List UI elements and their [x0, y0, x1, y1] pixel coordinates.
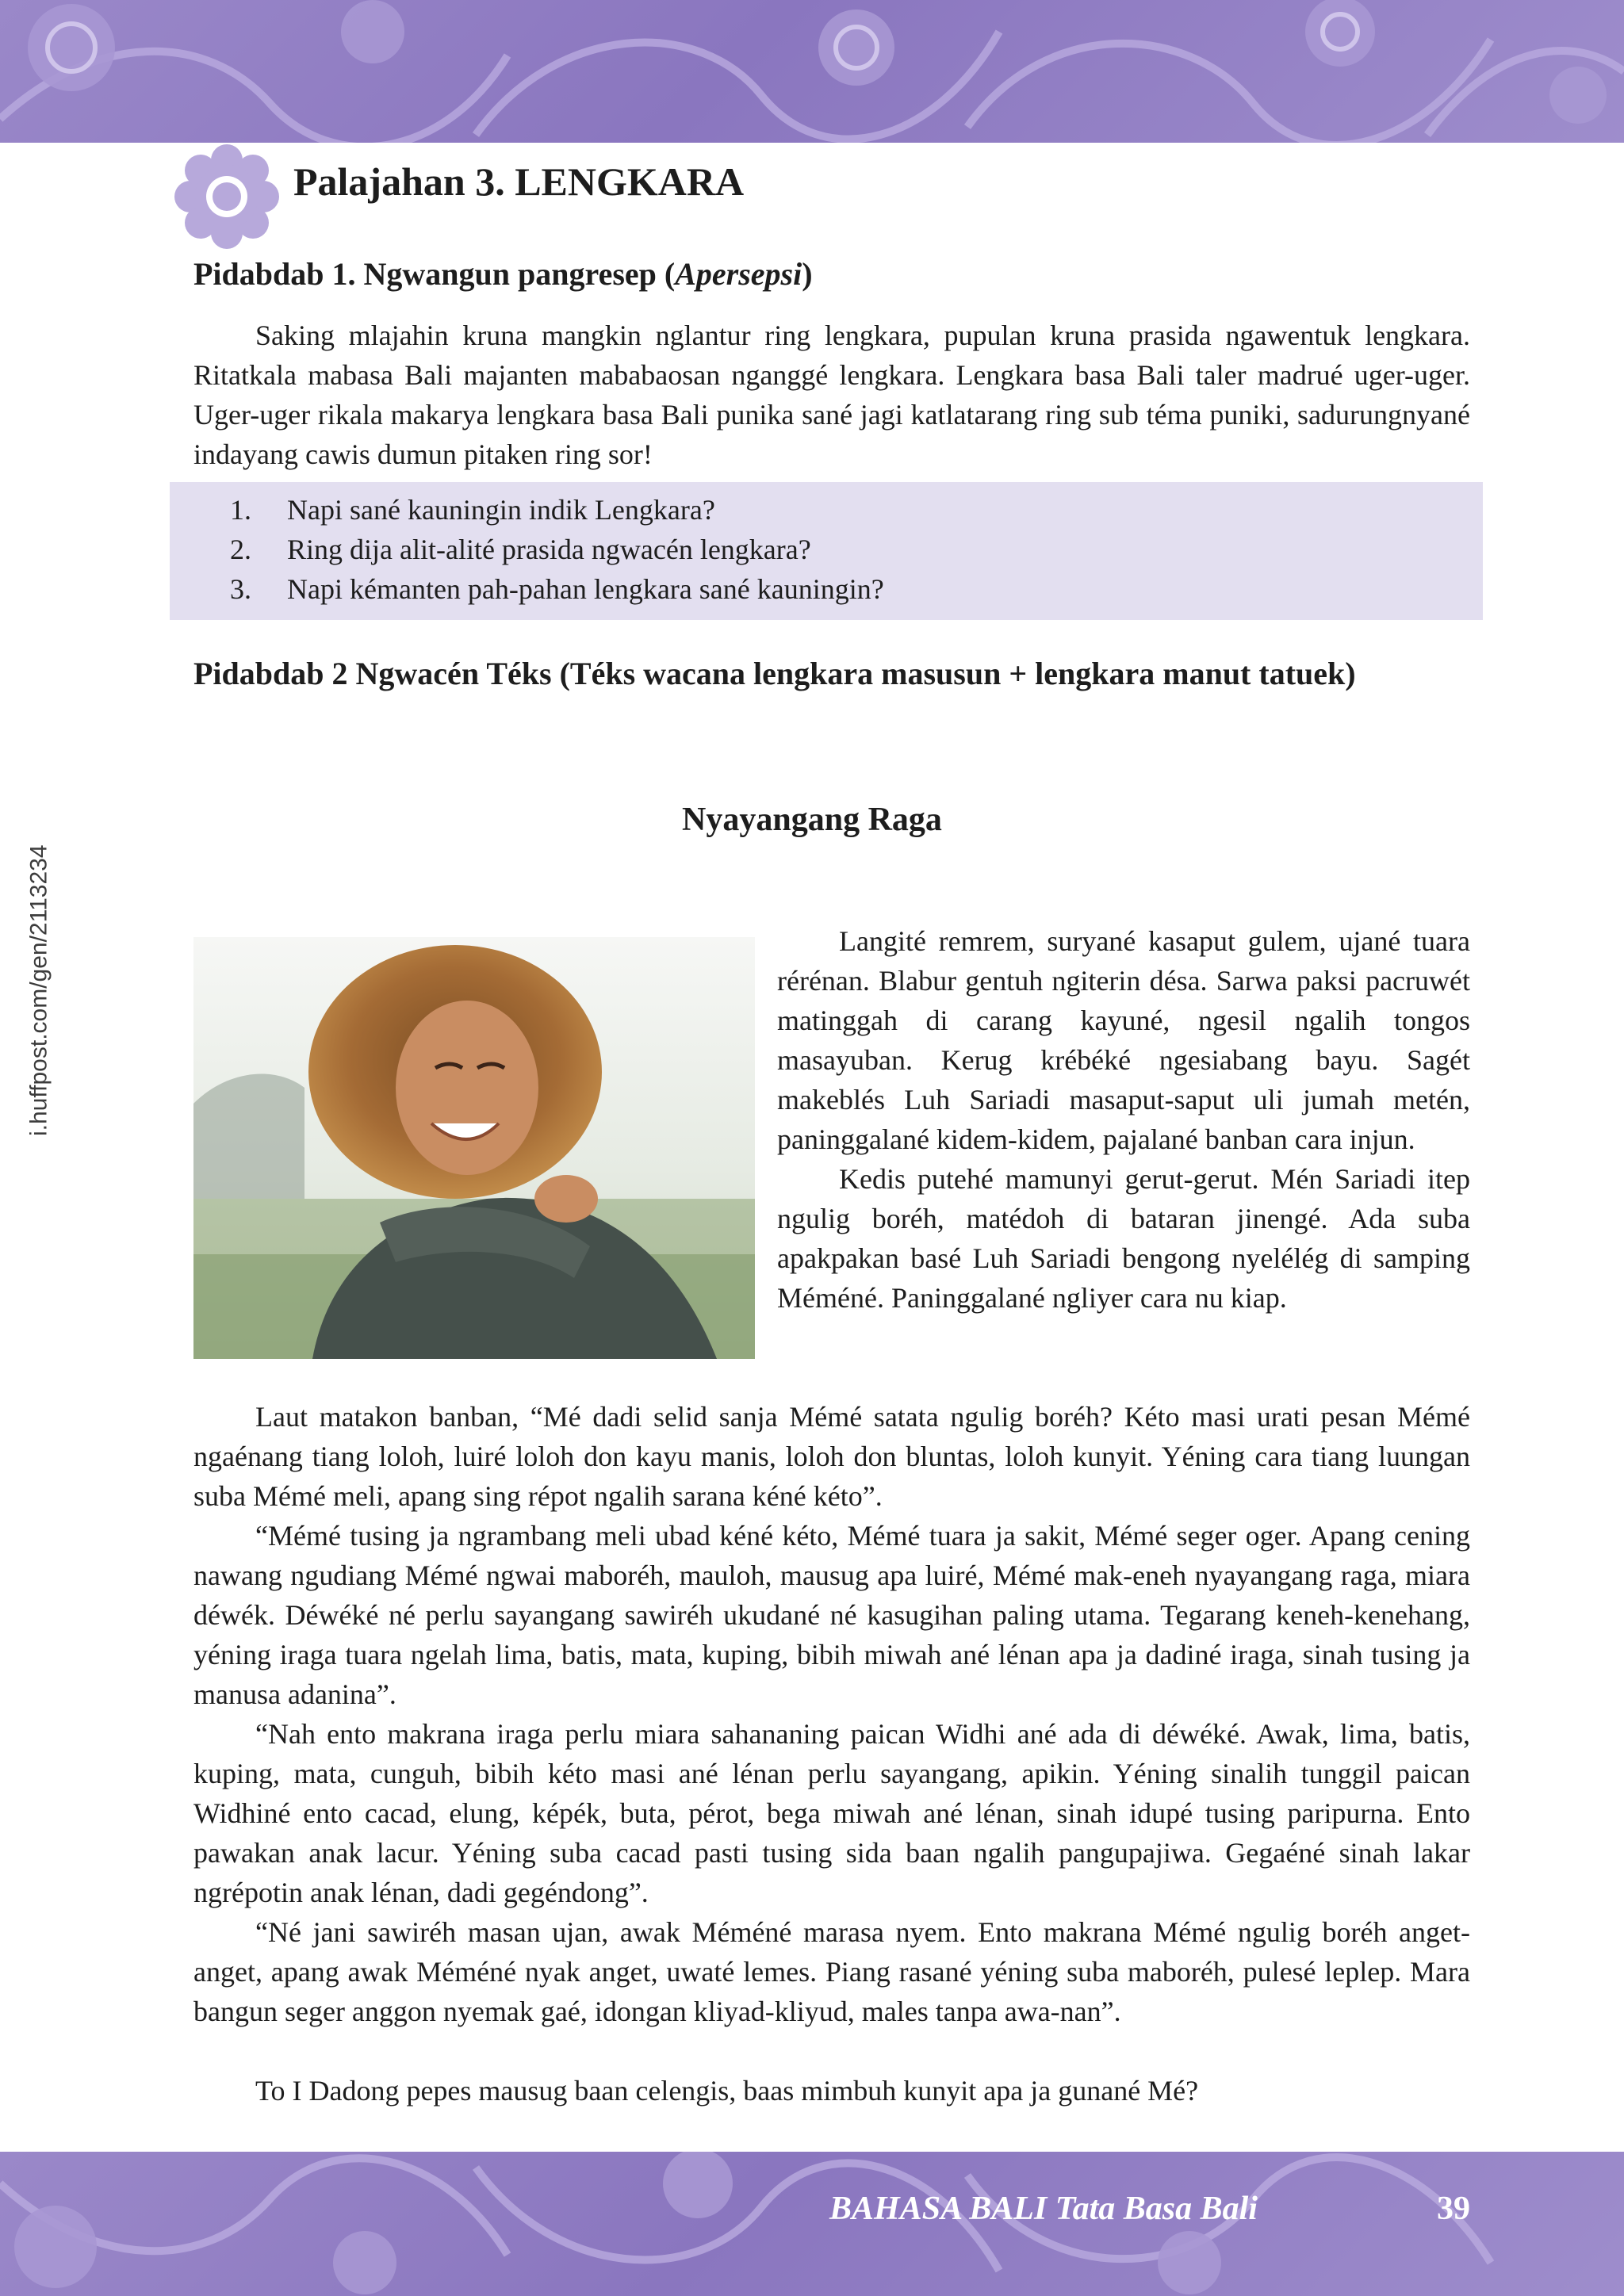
question-item: 2. Ring dija alit-alité prasida ngwacén lengkara? [230, 534, 811, 565]
story-paragraph: Laut matakon banban, “Mé dadi selid sanja Mémé satata ngulig boréh? Kéto masi urati pesan Mémé ngaénang tiang loloh, luiré loloh don kayu manis, loloh don bluntas, loloh kunyit. Yéning cara tiang luungan suba Mémé meli, apang sing répot ngalih sarana kéné kéto”. [193, 1401, 1470, 1512]
question-item: 1. Napi sané kauningin indik Lengkara? [230, 494, 715, 526]
lesson-title: Palajahan 3. LENGKARA [293, 159, 745, 204]
story-paragraph: To I Dadong pepes mausug baan celengis, baas mimbuh kunyit apa ja gunané Mé? [255, 2075, 1199, 2107]
image-credit: i.huffpost.com/gen/2113234 [25, 844, 52, 1136]
section2-heading: Pidabdab 2 Ngwacén Téks (Téks wacana lengkara masusun + lengkara manut tatuek) [193, 656, 1356, 691]
story-paragraph: Kedis putehé mamunyi gerut-gerut. Mén Sariadi itep ngulig boréh, matédoh di bataran jinengé. Ada suba apakpakan basé Luh Sariadi bengong nyelélég di samping Méméné. Paninggalané ngliyer cara nu kiap. [777, 1163, 1470, 1314]
story-paragraph: “Mémé tusing ja ngrambang meli ubad kéné kéto, Mémé tuara ja sakit, Mémé seger oger. Apang cening nawang ngudiang Mémé ngwai maboréh, mauloh, mausug apa luiré, Mémé mak-eneh nyayangang raga, miara déwék. Déwéké né perlu sayangang sawiréh ukudané né kasugihan paling utama. Tegarang keneh-kenehang, yéning iraga tuara ngelah lima, batis, mata, kuping, bibih miwah ané lénan apa ja dadiné iraga, sinah tusing ja manusa adanina”. [193, 1520, 1470, 1710]
story-paragraph: Langité remrem, suryané kasaput gulem, ujané tuara rérénan. Blabur gentuh ngiterin désa. Sarwa paksi pacruwét matinggah di carang kayuné, ngesil ngalih tongos masayuban. Kerug krébéké ngesiabang bayu. Sagét makeblés Luh Sariadi masaput-saput uli jumah metén, paninggalané kidem-kidem, pajalané banban cara injun. [777, 925, 1470, 1155]
story-title: Nyayangang Raga [682, 802, 942, 838]
story-column-text [777, 921, 1470, 1318]
section1-heading: Pidabdab 1. Ngwangun pangresep (Apersepsi) [193, 256, 813, 292]
section1-intro: Saking mlajahin kruna mangkin nglantur ring lengkara, pupulan kruna prasida ngawentuk lengkara. Ritatkala mabasa Bali majanten mababaosan nganggé lengkara. Lengkara basa Bali taler madrué uger-uger. Uger-uger rikala makarya lengkara basa Bali punika sané jagi katlatarang ring sub téma puniki, sadurungnyané indayang cawis dumun pitaken ring sor! [193, 320, 1470, 470]
question-item: 3. Napi kémanten pah-pahan lengkara sané kauningin? [230, 573, 884, 605]
page-number: 39 [1437, 2191, 1470, 2227]
top-ornament-band [0, 0, 1624, 143]
photo-woman-smiling [193, 937, 755, 1359]
footer-book-title: BAHASA BALI Tata Basa Bali [829, 2191, 1258, 2227]
batik-ornament [0, 0, 1624, 143]
question-list [230, 490, 884, 609]
story-paragraph: “Né jani sawiréh masan ujan, awak Méméné marasa nyem. Ento makrana Mémé ngulig boréh anget-anget, apang awak Méméné nyak anget, uwaté lemes. Piang rasané yéning suba maboréh, pulesé leplep. Mara bangun seger anggon nyemak gaé, idongan kliyad-kliyud, males tanpa awa-nan”. [193, 1916, 1470, 2027]
section1-heading-italic: Apersepsi [675, 256, 802, 292]
bottom-ornament-band [0, 2152, 1624, 2296]
story-paragraph: “Nah ento makrana iraga perlu miara sahananing paican Widhi ané ada di déwéké. Awak, lima, batis, kuping, mata, cunguh, bibih kéto masi ané lénan perlu sayangang, apikin. Yéning sinalih tunggil paican Widhiné ento cacad, elung, képék, buta, pérot, bega miwah ané lénan, sinah idupé tusing paripurna. Ento pawakan anak lacur. Yéning suba cacad pasti tusing sida baan ngalih pangupajiwa. Gegaéné sinah lakar ngrépotin anak lénan, dadi gegéndong”. [193, 1718, 1470, 1908]
flower-icon [173, 143, 281, 251]
batik-ornament [0, 2152, 1624, 2296]
